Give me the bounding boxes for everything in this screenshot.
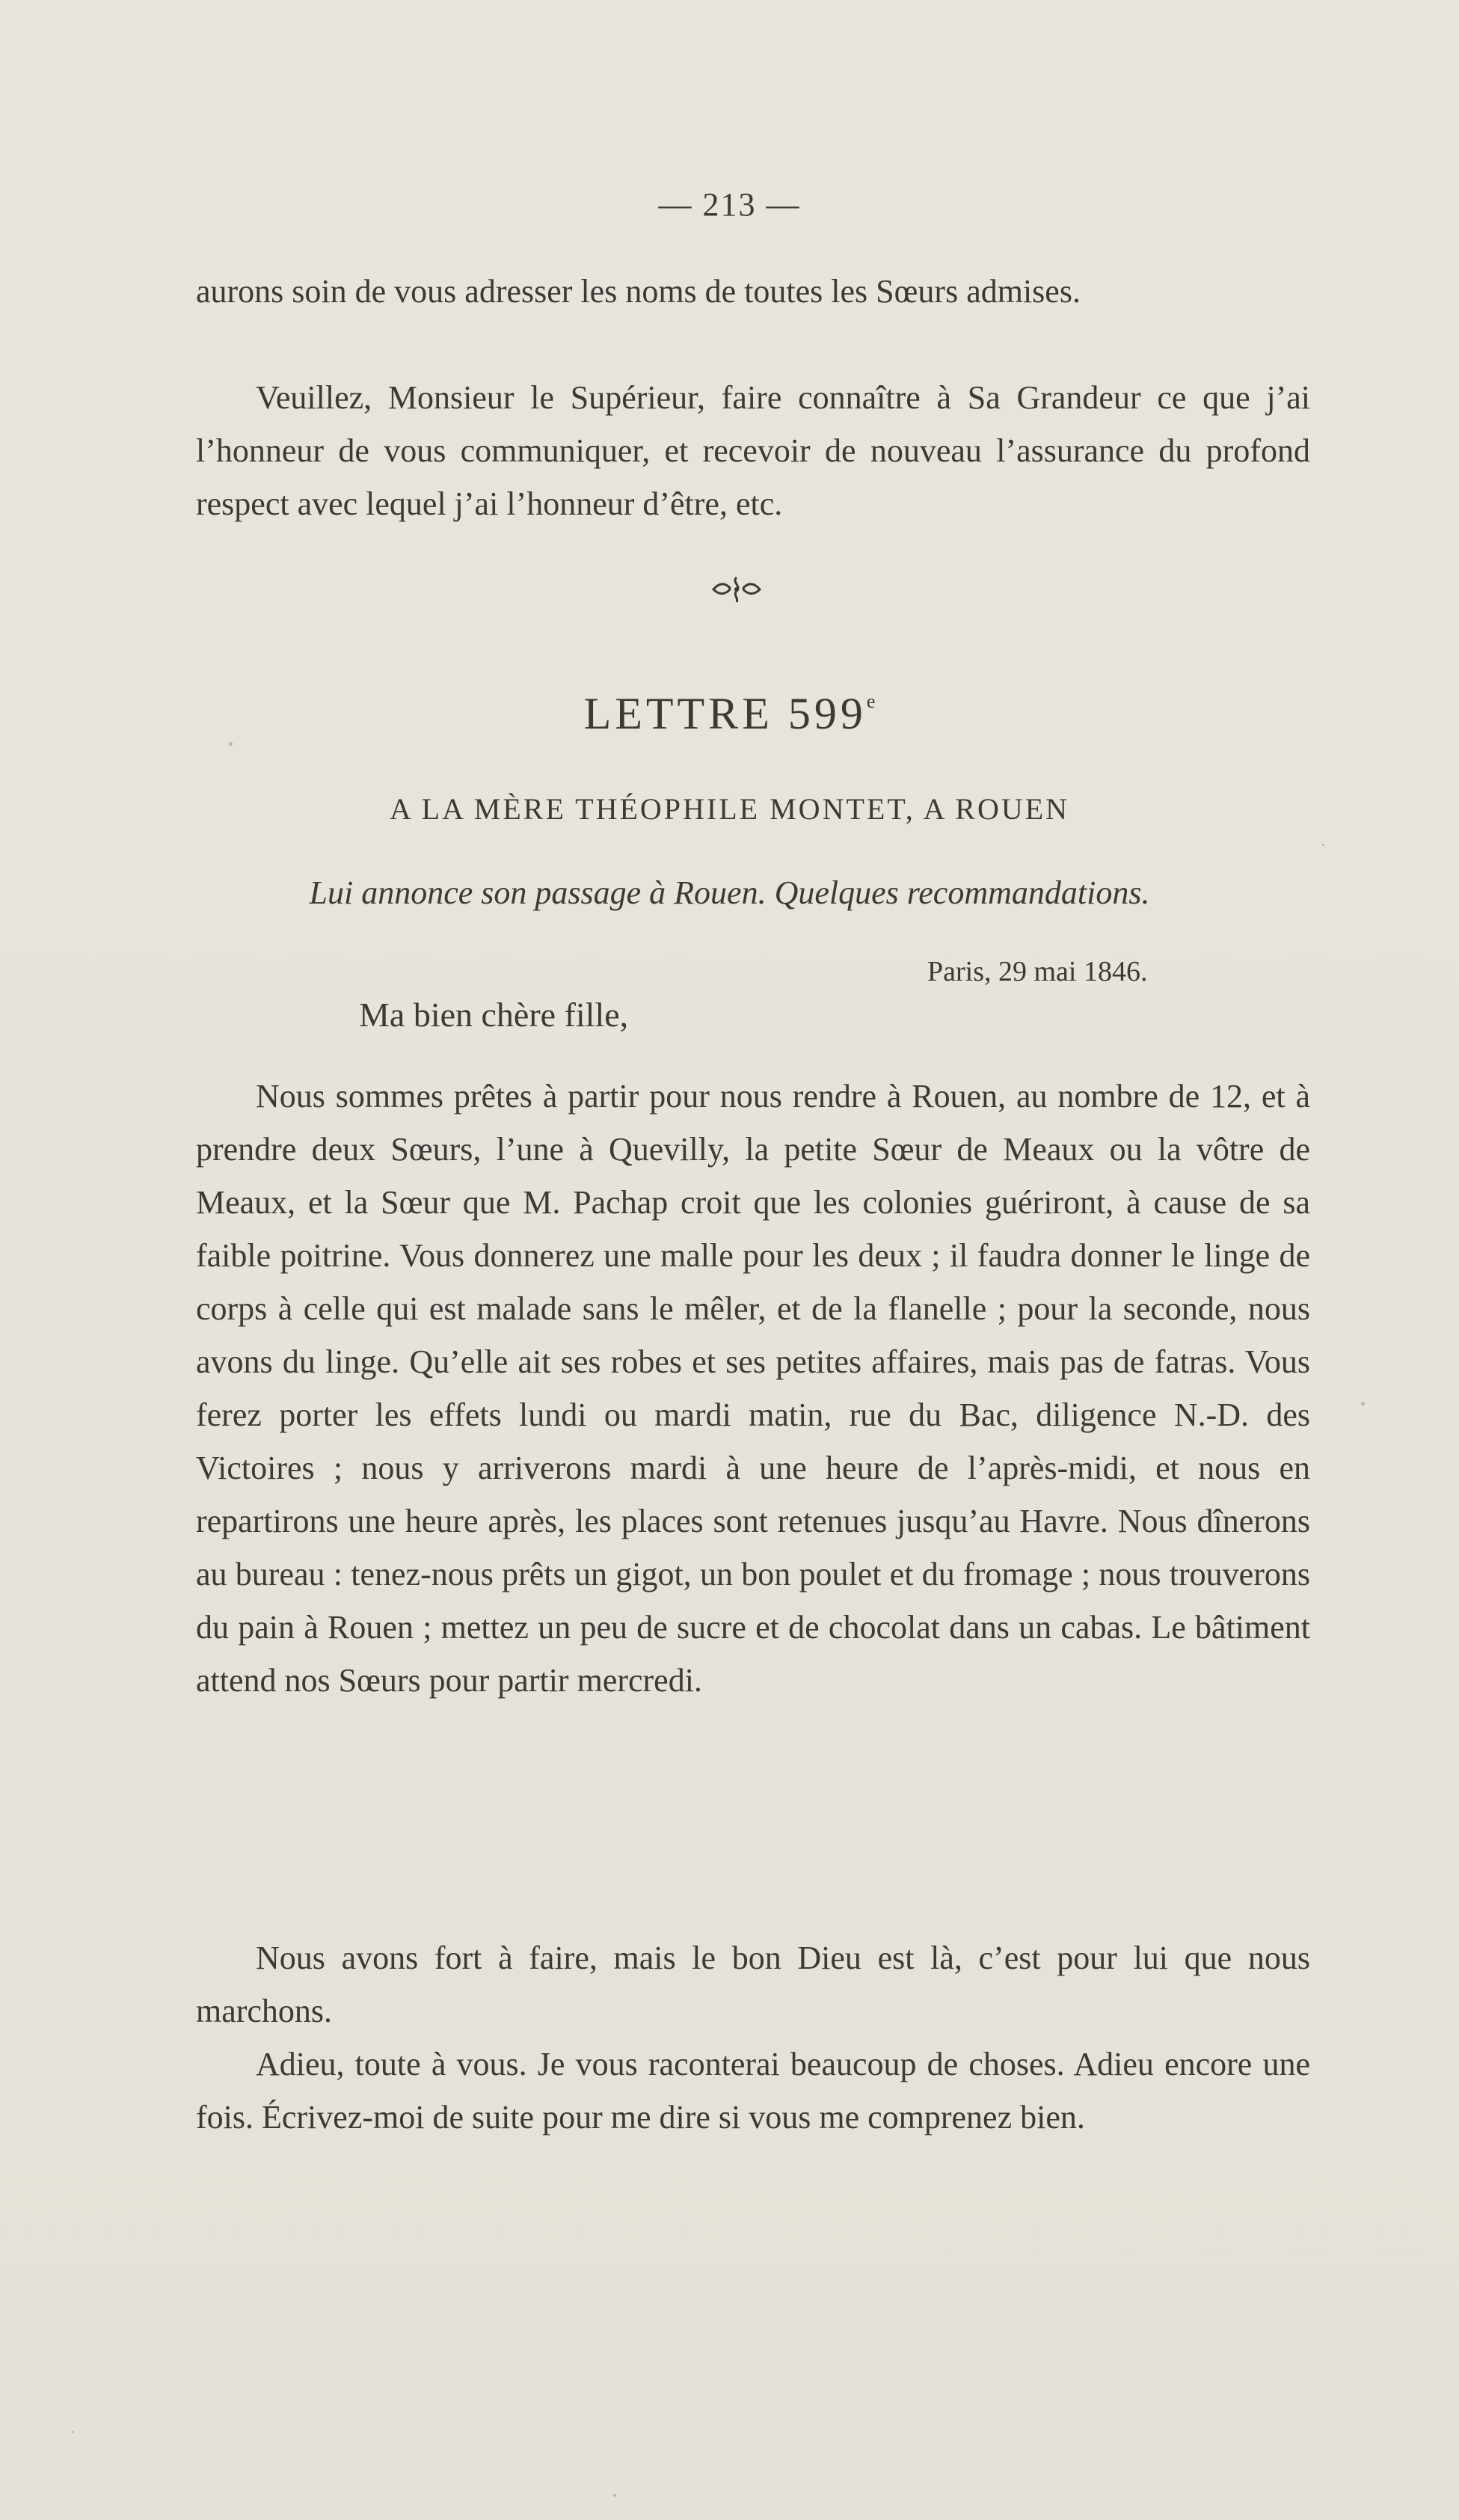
letter-recipient: A LA MÈRE THÉOPHILE MONTET, A ROUEN xyxy=(389,792,1070,826)
body-paragraph: Adieu, toute à vous. Je vous raconterai beaucoup de choses. Adieu encore une fois. Écrivez-moi de suite pour me dire si vous me comprenez bien. xyxy=(196,2046,1310,2136)
letter-dateline: Paris, 29 mai 1846. xyxy=(927,956,1148,987)
paper-speck xyxy=(72,2431,74,2433)
fleuron-icon xyxy=(710,574,763,604)
letter-title-text: LETTRE 599 xyxy=(583,689,867,738)
paper-speck xyxy=(229,742,233,746)
continuation-paragraph: aurons soin de vous adresser les noms de toutes les Sœurs admises. xyxy=(196,273,1081,310)
letter-title-suffix: e xyxy=(866,690,876,712)
paper-speck xyxy=(1322,844,1324,846)
paper-speck xyxy=(613,2494,616,2497)
letter-summary: Lui annonce son passage à Rouen. Quelques recommandations. xyxy=(309,874,1150,911)
closing-paragraph: Veuillez, Monsieur le Supérieur, faire connaître à Sa Grandeur ce que j’ai l’honneur de vous communiquer, et recevoir de nouveau l’assurance du profond respect avec lequel j’ai l’honneur d’être, etc. xyxy=(196,379,1310,522)
paper-speck xyxy=(1361,1402,1365,1405)
letter-salutation: Ma bien chère fille, xyxy=(359,996,629,1034)
body-paragraph: Nous sommes prêtes à partir pour nous rendre à Rouen, au nombre de 12, et à prendre deux Sœurs, l’une à Quevilly, la petite Sœur de Meaux ou la vôtre de Meaux, et la Sœur que M. Pachap croit que les colonies guériront, à cause de sa faible poitrine. Vous donnerez une malle pour les deux ; il faudra donner le linge de corps à celle qui est malade sans le mêler, et de la flanelle ; pour la seconde, nous avons du linge. Qu’elle ait ses robes et ses petites affaires, mais pas de fatras. Vous ferez porter les effets lundi ou mardi matin, rue du Bac, diligence N.-D. des Victoires ; nous y arriverons mardi à une heure de l’après-midi, et nous en repartirons une heure après, les places sont retenues jusqu’au Havre. Nous dînerons au bureau : tenez-nous prêts un gigot, un bon poulet et du fromage ; nous trouverons du pain à Rouen ; mettez un peu de sucre et de chocolat dans un cabas. Le bâtiment attend nos Sœurs pour partir mercredi. xyxy=(196,1078,1310,1699)
letter-title xyxy=(0,688,1459,740)
page-number: — 213 — xyxy=(658,186,801,223)
body-paragraph: Nous avons fort à faire, mais le bon Dieu est là, c’est pour lui que nous marchons. xyxy=(196,1940,1310,2029)
